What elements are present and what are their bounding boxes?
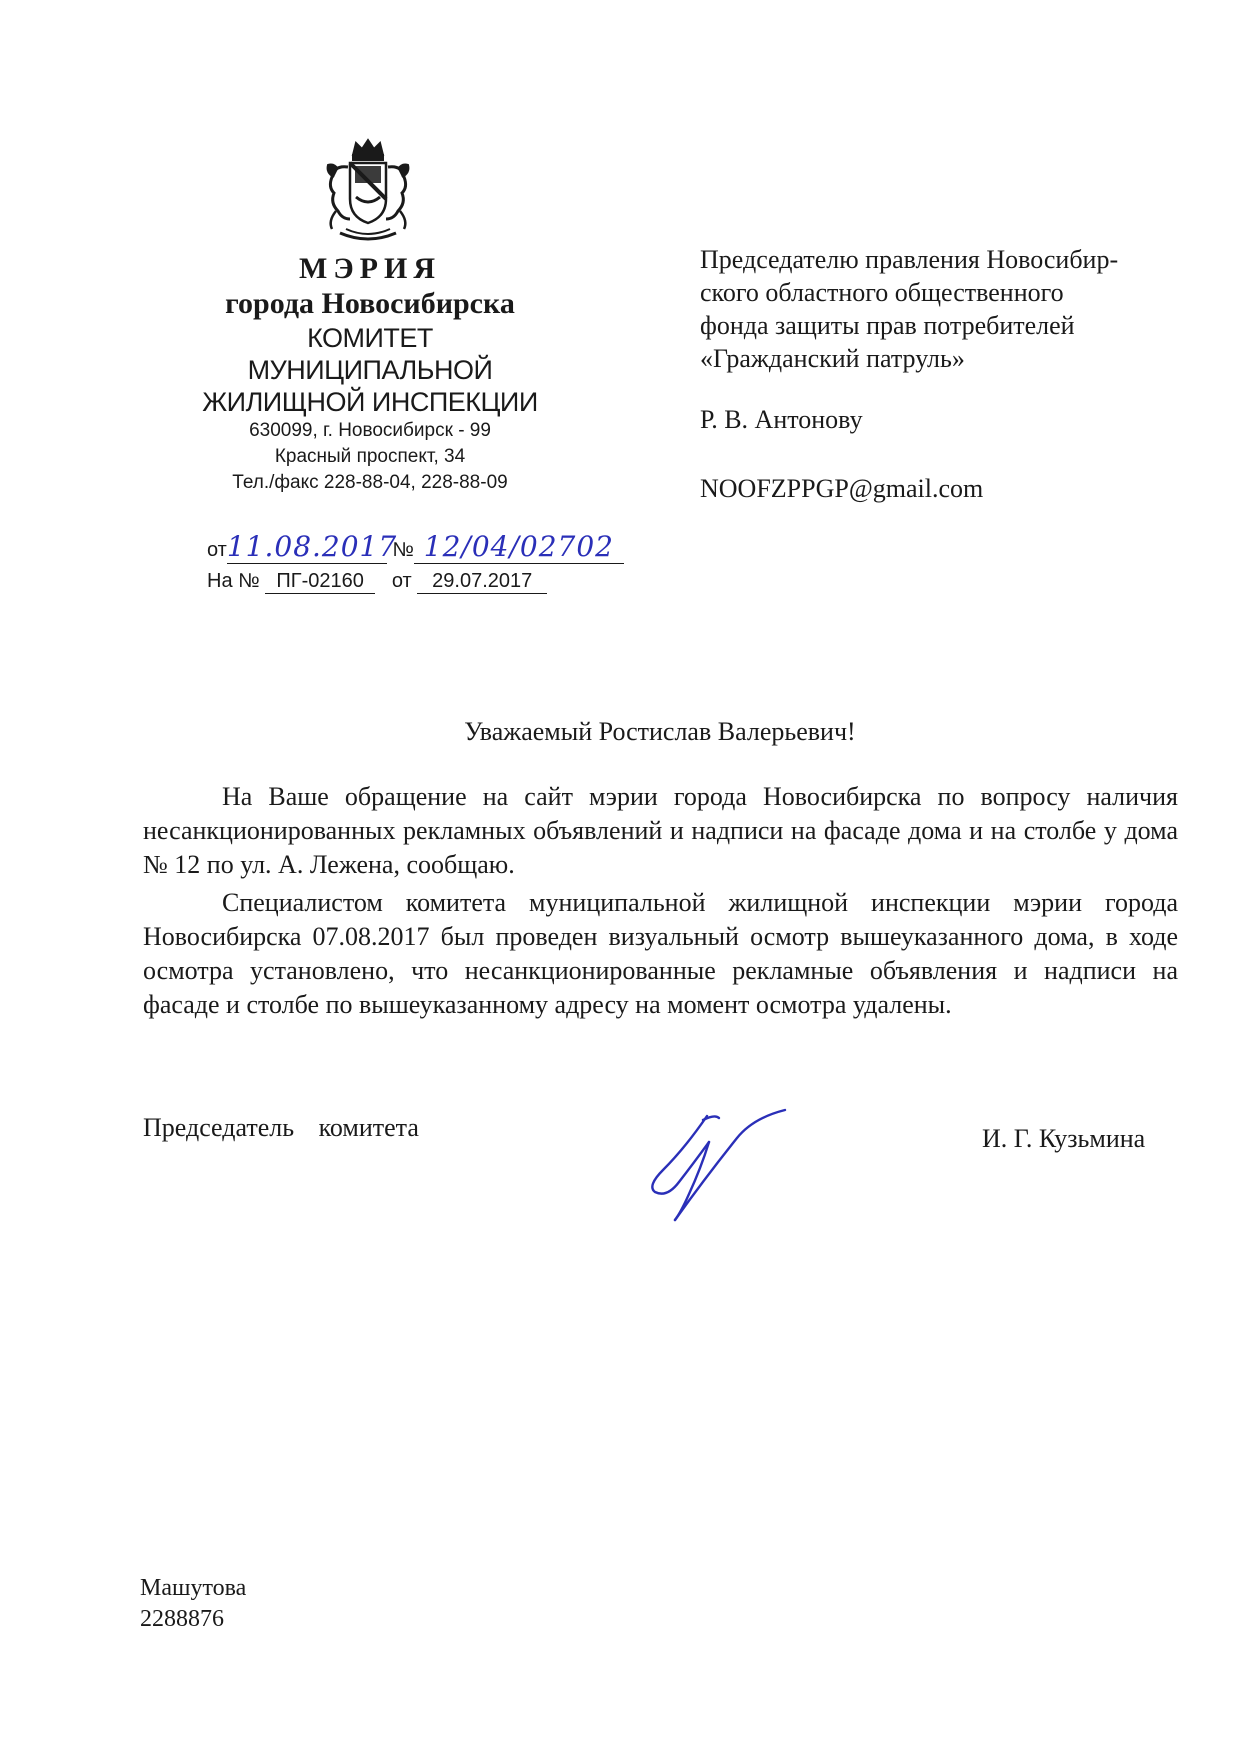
addressee-line-2: ского областного общественного [700,278,1064,307]
address-line-3: Тел./факс 228-88-04, 228-88-09 [232,472,508,493]
address-line-1: 630099, г. Новосибирск - 99 [249,420,491,441]
registration-date: 11.08.2017 [226,530,398,563]
signatory-name: И. Г. Кузьмина [982,1124,1146,1153]
sender-organization [160,252,580,496]
executor-name: Машутова [140,1575,247,1601]
org-city: города Новосибирска [225,287,515,320]
signatory-role: Председатель комитета [143,1113,419,1142]
executor-phone: 2288876 [140,1606,224,1632]
greeting: Уважаемый Ростислав Валерьевич! [464,717,856,746]
addressee-block [700,243,1180,505]
executor-block [140,1573,246,1635]
addressee-line-4: «Гражданский патруль» [700,344,965,373]
committee-line-2: МУНИЦИПАЛЬНОЙ [247,355,493,385]
reply-date-prefix: от [391,570,412,592]
addressee-name: Р. В. Антонову [700,405,863,434]
reply-date: 29.07.2017 [417,570,547,594]
addressee-email: NOOFZPPGP@gmail.com [700,474,984,503]
letter-body [143,780,1178,1022]
date-prefix: от [207,539,227,561]
paragraph-1: На Ваше обращение на сайт мэрии города Новосибирска по вопросу наличия несанкционированных рекламных объявлений и надписи на фасаде дома и на столбе у дома № 12 по ул. А. Лежена, сообщаю. [143,782,1178,879]
novosibirsk-coat-of-arms-icon [320,137,416,249]
committee-line-1: КОМИТЕТ [307,323,433,353]
reply-reference-line [207,570,547,594]
paragraph-2: Специалистом комитета муниципальной жилищной инспекции мэрии города Новосибирска 07.08.2017 был проведен визуальный осмотр вышеуказанного дома, в ходе осмотра установлено, что несанкционированные рекламные объявления и надписи на фасаде и столбе по вышеуказанному адресу на момент осмотра удалены. [143,888,1178,1019]
number-prefix: № [392,539,414,561]
address-line-2: Красный проспект, 34 [274,446,466,467]
org-title: МЭРИЯ [299,252,441,285]
addressee-line-3: фонда защиты прав потребителей [700,311,1075,340]
registration-number: 12/04/02702 [414,530,624,564]
committee-line-3: ЖИЛИЩНОЙ ИНСПЕКЦИИ [202,387,538,417]
addressee-line-1: Председателю правления Новосибир- [700,245,1119,274]
reply-number: ПГ-02160 [265,570,375,594]
registration-line [207,530,624,564]
reply-prefix: На № [207,570,260,592]
handwritten-signature-icon [645,1108,795,1228]
